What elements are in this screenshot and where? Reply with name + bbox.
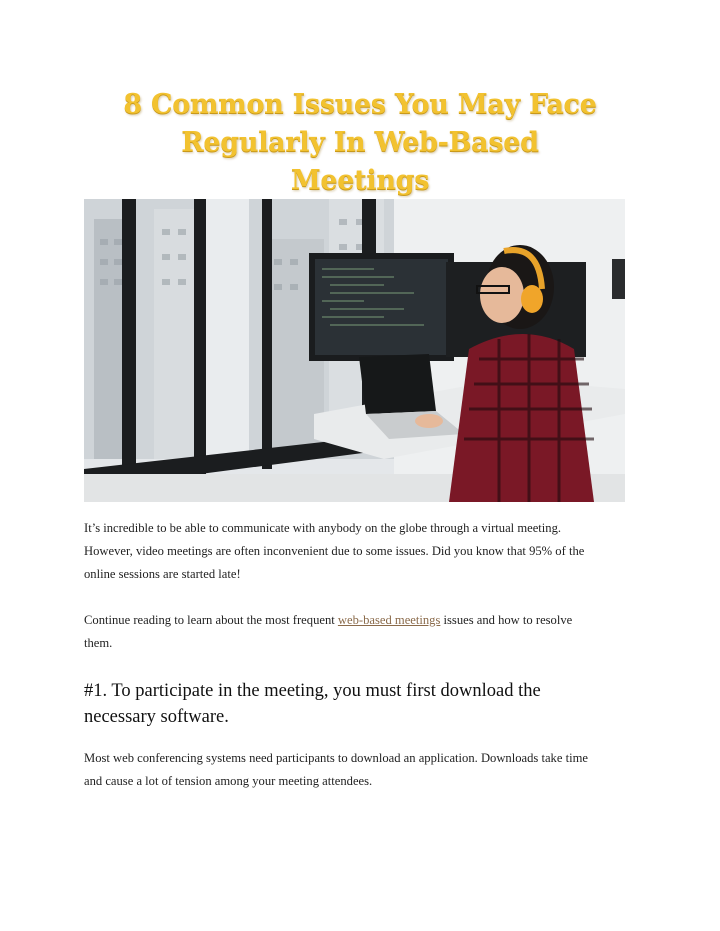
section-1-body-line-2: and cause a lot of tension among your meeting attendees.	[84, 774, 373, 788]
section-1-heading	[84, 678, 644, 730]
title-line-3: Meetings	[290, 165, 430, 196]
intro-line-3: online sessions are started late!	[84, 567, 241, 581]
title-line-2: Regularly In Web-Based	[181, 127, 539, 158]
continue-line-1	[84, 609, 644, 632]
title-line-1: 8 Common Issues You May Face	[123, 89, 597, 120]
continue-text-after: issues and how to resolve	[440, 613, 573, 627]
hero-image	[84, 199, 625, 502]
web-based-meetings-link[interactable]: web-based meetings	[337, 613, 441, 627]
continue-line-2: them.	[84, 636, 113, 650]
section-1-body	[84, 747, 644, 793]
intro-line-1: It’s incredible to be able to communicate with anybody on the globe through a virtual meeting.	[84, 521, 562, 535]
page-title	[84, 86, 636, 200]
continue-paragraph	[84, 609, 644, 655]
intro-line-2: However, video meetings are often inconvenient due to some issues. Did you know that 95% of the	[84, 544, 585, 558]
section-1-body-line-1: Most web conferencing systems need participants to download an application. Downloads take time	[84, 751, 588, 765]
section-1-heading-line-1: #1. To participate in the meeting, you must first download the	[84, 681, 541, 701]
section-1-heading-line-2: necessary software.	[84, 707, 229, 727]
continue-text-before: Continue reading to learn about the most frequent	[84, 613, 338, 627]
intro-paragraph	[84, 517, 644, 586]
office-desk-illustration	[84, 199, 625, 502]
